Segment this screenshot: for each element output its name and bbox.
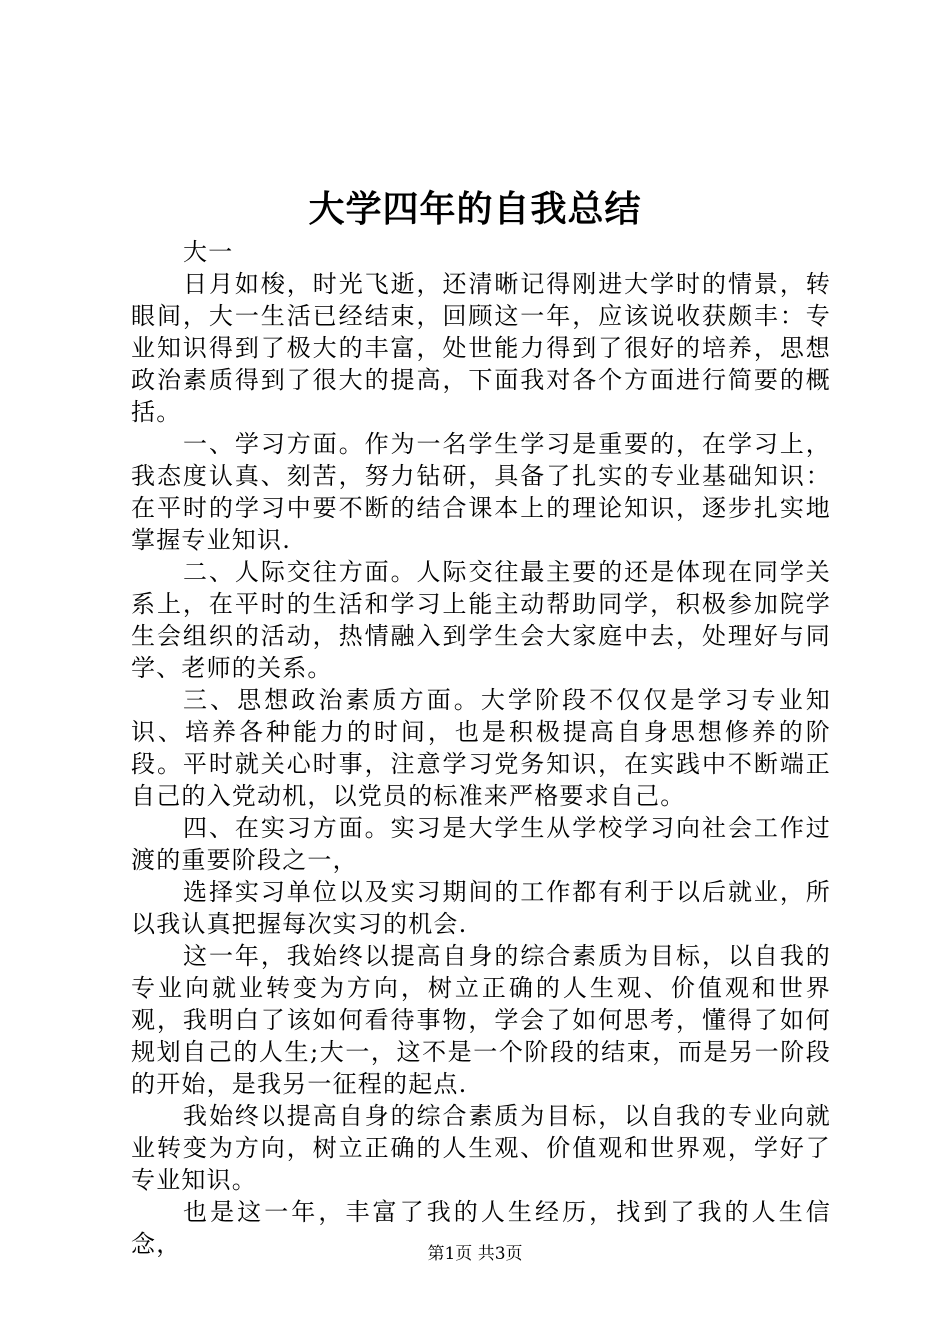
paragraph-heading: 大一 (183, 238, 234, 266)
document-title: 大学四年的自我总结 (308, 188, 642, 230)
paragraph-year-summary: 这一年，我始终以提高自身的综合素质为目标，以自我的专业向就业转变为方向，树立正确的人生观、价值观和世界观，我明白了该如何看待事物，学会了如何思考，懂得了如何规划自己的人生;大一，这不是一个阶段的结束，而是另一阶段的开始，是我另一征程的起点. (131, 942, 831, 1098)
paragraph-internship-choice: 选择实习单位以及实习期间的工作都有利于以后就业，所以我认真把握每次实习的机会. (131, 878, 831, 938)
paragraph-intro: 日月如梭，时光飞逝，还清晰记得刚进大学时的情景，转眼间，大一生活已经结束，回顾这一年，应该说收获颇丰：专业知识得到了极大的丰富，处世能力得到了很好的培养，思想政治素质得到了很大的提高，下面我对各个方面进行简要的概括。 (131, 270, 831, 426)
paragraph-political: 三、思想政治素质方面。大学阶段不仅仅是学习专业知识、培养各种能力的时间，也是积极提高自身思想修养的阶段。平时就关心时事，注意学习党务知识，在实践中不断端正自己的入党动机，以党员的标准来严格要求自己。 (131, 686, 831, 810)
paragraph-internship: 四、在实习方面。实习是大学生从学校学习向社会工作过渡的重要阶段之一， (131, 814, 831, 874)
paragraph-experience: 也是这一年，丰富了我的人生经历，找到了我的人生信念， (131, 1198, 831, 1258)
document-body (131, 236, 831, 1260)
page-number-footer: 第1页 共3页 (427, 1244, 523, 1264)
paragraph-study: 一、学习方面。作为一名学生学习是重要的，在学习上，我态度认真、刻苦，努力钻研，具备了扎实的专业基础知识：在平时的学习中要不断的结合课本上的理论知识，逐步扎实地掌握专业知识. (131, 430, 831, 554)
paragraph-interpersonal: 二、人际交往方面。人际交往最主要的还是体现在同学关系上，在平时的生活和学习上能主动帮助同学，积极参加院学生会组织的活动，热情融入到学生会大家庭中去，处理好与同学、老师的关系。 (131, 558, 831, 682)
paragraph-goal: 我始终以提高自身的综合素质为目标，以自我的专业向就业转变为方向，树立正确的人生观、价值观和世界观，学好了专业知识。 (131, 1102, 831, 1194)
